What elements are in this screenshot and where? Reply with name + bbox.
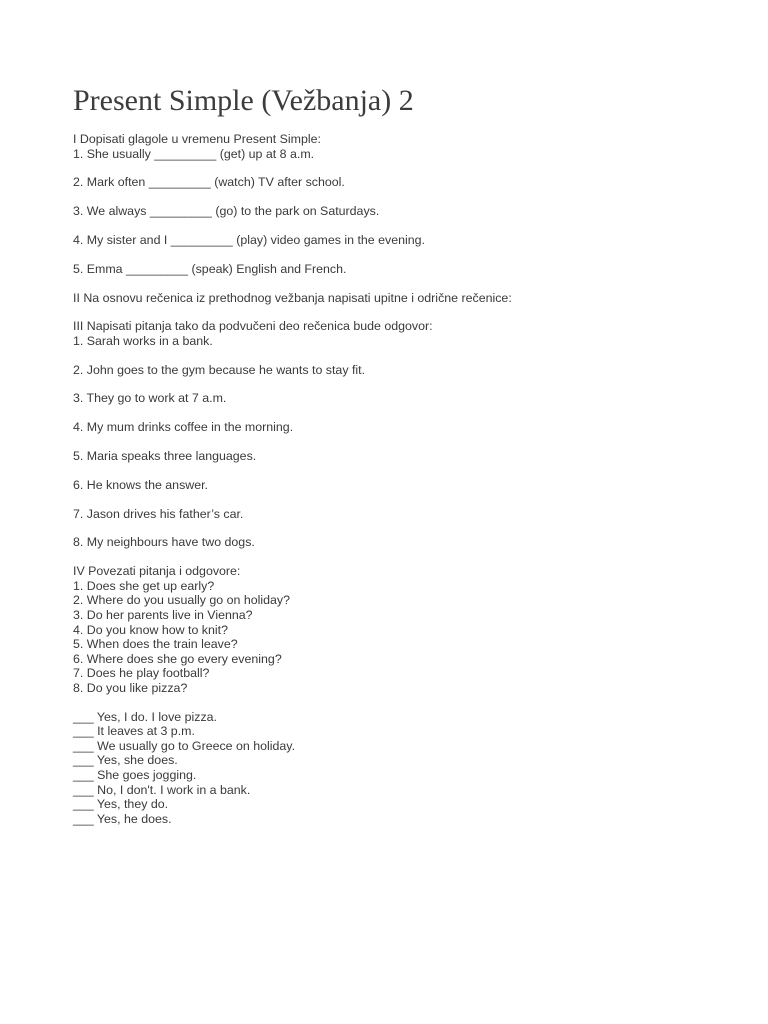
section-3-heading: III Napisati pitanja tako da podvučeni deo rečenica bude odgovor: xyxy=(73,319,433,334)
sentence-item: 4. My mum drinks coffee in the morning. xyxy=(73,420,294,435)
worksheet-page xyxy=(73,82,713,826)
sentence-item: 7. Jason drives his father’s car. xyxy=(73,506,244,521)
exercise-item: 2. Mark often _________ (watch) TV after school. xyxy=(73,175,345,190)
question-item: 1. Does she get up early? xyxy=(73,578,215,593)
section-4 xyxy=(73,564,713,826)
exercise-item: 5. Emma _________ (speak) English and French. xyxy=(73,261,347,276)
question-item: 6. Where does she go every evening? xyxy=(73,651,282,666)
question-item: 8. Do you like pizza? xyxy=(73,680,188,695)
answer-item: ___ No, I don't. I work in a bank. xyxy=(73,782,251,797)
section-1-heading: I Dopisati glagole u vremenu Present Simple: xyxy=(73,132,321,146)
question-item: 3. Do her parents live in Vienna? xyxy=(73,607,253,622)
question-item: 7. Does he play football? xyxy=(73,666,210,681)
section-2-heading: II Na osnovu rečenica iz prethodnog vežbanja napisati upitne i odrične rečenice: xyxy=(73,290,512,305)
sentence-item: 6. He knows the answer. xyxy=(73,477,208,492)
question-item: 5. When does the train leave? xyxy=(73,637,238,652)
answer-item: ___ Yes, I do. I love pizza. xyxy=(73,709,217,724)
section-3 xyxy=(73,319,713,564)
exercise-item: 1. She usually _________ (get) up at 8 a.m. xyxy=(73,146,315,161)
answer-item: ___ She goes jogging. xyxy=(73,768,197,783)
worksheet-body xyxy=(73,132,713,826)
answer-item: ___ Yes, she does. xyxy=(73,753,178,768)
sentence-item: 1. Sarah works in a bank. xyxy=(73,333,213,348)
answer-item: ___ It leaves at 3 p.m. xyxy=(73,724,195,739)
exercise-item: 3. We always _________ (go) to the park on Saturdays. xyxy=(73,204,380,219)
sentence-item: 2. John goes to the gym because he wants to stay fit. xyxy=(73,362,366,377)
exercise-item: 4. My sister and I _________ (play) video games in the evening. xyxy=(73,232,425,247)
sentence-item: 8. My neighbours have two dogs. xyxy=(73,535,255,550)
question-item: 4. Do you know how to knit? xyxy=(73,622,228,637)
section-1 xyxy=(73,132,713,291)
page-title: Present Simple (Vežbanja) 2 xyxy=(73,84,414,117)
answer-item: ___ Yes, he does. xyxy=(73,811,172,826)
answer-item: ___ We usually go to Greece on holiday. xyxy=(73,738,296,753)
section-4-heading: IV Povezati pitanja i odgovore: xyxy=(73,564,241,579)
answer-item: ___ Yes, they do. xyxy=(73,797,169,812)
sentence-item: 3. They go to work at 7 a.m. xyxy=(73,391,227,406)
sentence-item: 5. Maria speaks three languages. xyxy=(73,449,257,463)
section-2 xyxy=(73,291,713,320)
question-item: 2. Where do you usually go on holiday? xyxy=(73,593,290,608)
